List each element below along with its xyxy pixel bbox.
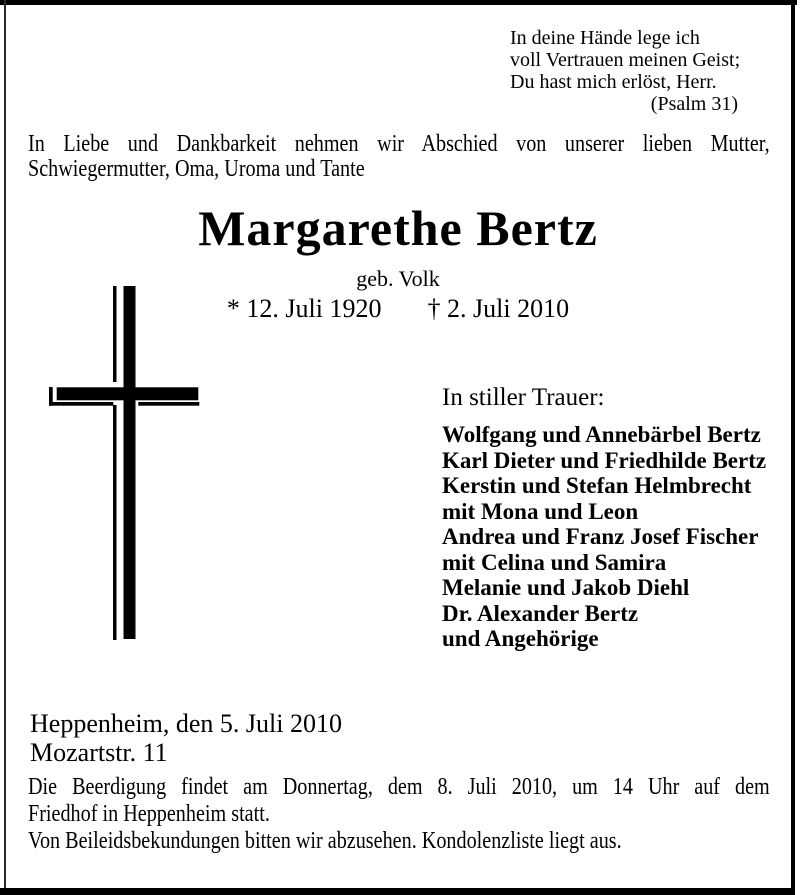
psalm-lines (510, 27, 741, 93)
death-date: † 2. Juli 2010 (427, 294, 570, 323)
funeral-info (28, 774, 770, 855)
mourner-name: mit Celina und Samira (442, 549, 667, 575)
mourner-name: Kerstin und Stefan Helmbrecht (442, 473, 752, 498)
latin-cross-icon (42, 283, 202, 643)
mourner-name: Dr. Alexander Bertz (442, 600, 639, 626)
frame-top-border (0, 0, 797, 5)
funeral-line-2: Friedhof in Heppenheim statt. (28, 801, 270, 827)
psalm-attribution: (Psalm 31) (650, 93, 738, 115)
psalm-quote (510, 27, 741, 115)
intro-paragraph (28, 132, 770, 182)
intro-line-1: In Liebe und Dankbarkeit nehmen wir Abschied von unserer lieben Mutter, (28, 131, 770, 157)
birth-date: * 12. Juli 1920 (226, 294, 382, 323)
mourner-name: Wolfgang und Annebärbel Bertz (442, 422, 761, 447)
maiden-name: geb. Volk (356, 266, 440, 291)
intro-line-2: Schwiegermutter, Oma, Uroma und Tante (28, 156, 365, 182)
mourner-name: Karl Dieter und Friedhilde Bertz (442, 447, 767, 473)
funeral-line-3: Von Beileidsbekundungen bitten wir abzusehen. Kondolenzliste liegt aus. (28, 828, 622, 854)
psalm-line: voll Vertrauen meinen Geist; (510, 49, 741, 71)
frame-bottom-border (0, 888, 794, 895)
psalm-line: Du hast mich erlöst, Herr. (510, 71, 717, 93)
mourner-name: und Angehörige (442, 626, 599, 651)
mourning-heading: In stiller Trauer: (442, 384, 605, 411)
deceased-name: Margarethe Bertz (198, 200, 598, 256)
funeral-line-1: Die Beerdigung findet am Donnertag, dem 8. Juli 2010, um 14 Uhr auf dem (28, 774, 770, 800)
mourner-name: Melanie und Jakob Diehl (442, 575, 690, 600)
mourning-section (442, 384, 766, 652)
place-date-line: Heppenheim, den 5. Juli 2010 (30, 709, 342, 738)
mourner-list (442, 422, 766, 652)
psalm-line: In deine Hände lege ich (510, 27, 700, 49)
frame-right-border (791, 0, 795, 895)
place-date-block (30, 709, 342, 767)
frame-left-border (4, 0, 6, 895)
address-line: Mozartstr. 11 (30, 738, 168, 767)
mourner-name: mit Mona und Leon (442, 498, 639, 524)
mourner-name: Andrea und Franz Josef Fischer (442, 524, 759, 549)
